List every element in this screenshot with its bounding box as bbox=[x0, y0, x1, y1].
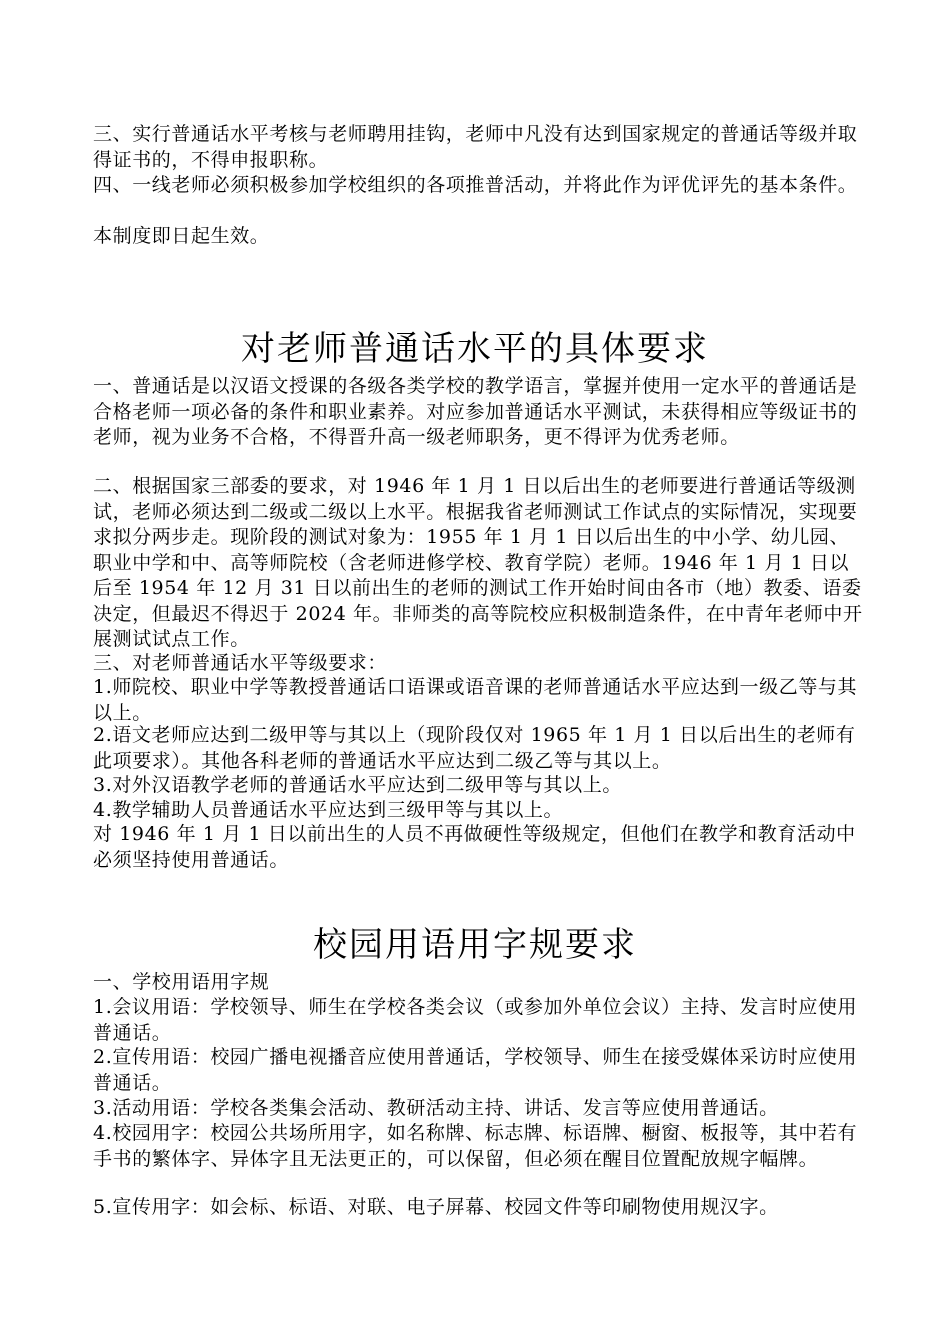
paragraph-effective: 本制度即日起生效。 bbox=[93, 225, 270, 247]
list-item-campus-5: 5.宣传用字：如会标、标语、对联、电子屏幕、校园文件等印刷物使用规汉字。 bbox=[93, 1196, 779, 1218]
paragraph-rule-3: 三、实行普通话水平考核与老师聘用挂钩，老师中凡没有达到国家规定的普通话等级并取得证书的，不得申报职称。 bbox=[93, 123, 858, 171]
paragraph-rule-4: 四、一线老师必须积极参加学校组织的各项推普活动，并将此作为评优评先的基本条件。 bbox=[93, 174, 858, 196]
list-item-teacher-2: 2.语文老师应达到二级甲等与其以上（现阶段仅对 1965 年 1 月 1 日以后出生的老师有此项要求）。其他各科老师的普通话水平应达到二级乙等与其以上。 bbox=[93, 724, 856, 772]
list-item-campus-4: 4.校园用字：校园公共场所用字，如名称牌、标志牌、标语牌、橱窗、板报等，其中若有手书的繁体字、异体字且无法更正的，可以保留，但必须在醒目位置配放规字幅牌。 bbox=[93, 1122, 858, 1170]
paragraph-teacher-note: 对 1946 年 1 月 1 日以前出生的人员不再做硬性等级规定，但他们在教学和教育活动中 必须坚持使用普通话。 bbox=[93, 823, 856, 871]
list-item-campus-1: 1.会议用语：学校领导、师生在学校各类会议（或参加外单位会议）主持、发言时应使用普通话。 bbox=[93, 996, 858, 1044]
paragraph-teacher-3: 三、对老师普通话水平等级要求： bbox=[93, 652, 388, 674]
list-item-teacher-4: 4.教学辅助人员普通话水平应达到三级甲等与其以上。 bbox=[93, 799, 564, 821]
section-title-campus-language: 校园用语用字规要求 bbox=[313, 925, 637, 965]
section-title-teacher-requirements: 对老师普通话水平的具体要求 bbox=[241, 329, 709, 369]
list-item-campus-2: 2.宣传用语：校园广播电视播音应使用普通话，学校领导、师生在接受媒体采访时应使用普通话。 bbox=[93, 1046, 858, 1094]
list-item-teacher-1: 1.师院校、职业中学等教授普通话口语课或语音课的老师普通话水平应达到一级乙等与其以上。 bbox=[93, 676, 858, 724]
paragraph-teacher-2: 二、根据国家三部委的要求，对 1946 年 1 月 1 日以后出生的老师要进行普通话等级测试，老师必须达到二级或二级以上水平。根据我省老师测试工作试点的实际情况，实现要求拟分两步走。现阶段的测试对象为：1955 年 1 月 1 日以后出生的中小学、幼儿园、职业中学和中、高等师院校（含老师进修学校、教育学院）老师。1946 年 1 月 1 日以后至 1954 年 12 月 31 日以前出生的老师的测试工作开始时间由各市（地）教委、语委决定，但最迟不得迟于 2024 年。非师类的高等院校应积极制造条件，在中青年老师中开展测试试点工作。 bbox=[93, 475, 863, 650]
list-item-teacher-3: 3.对外汉语教学老师的普通话水平应达到二级甲等与其以上。 bbox=[93, 774, 622, 796]
list-item-campus-3: 3.活动用语：学校各类集会活动、教研活动主持、讲话、发言等应使用普通话。 bbox=[93, 1097, 779, 1119]
paragraph-teacher-1: 一、普通话是以汉语文授课的各级各类学校的教学语言，掌握并使用一定水平的普通话是合格老师一项必备的条件和职业素养。对应参加普通话水平测试，未获得相应等级证书的老师，视为业务不合格，不得晋升高一级老师职务，更不得评为优秀老师。 bbox=[93, 375, 858, 448]
paragraph-campus-heading: 一、学校用语用字规 bbox=[93, 971, 270, 993]
